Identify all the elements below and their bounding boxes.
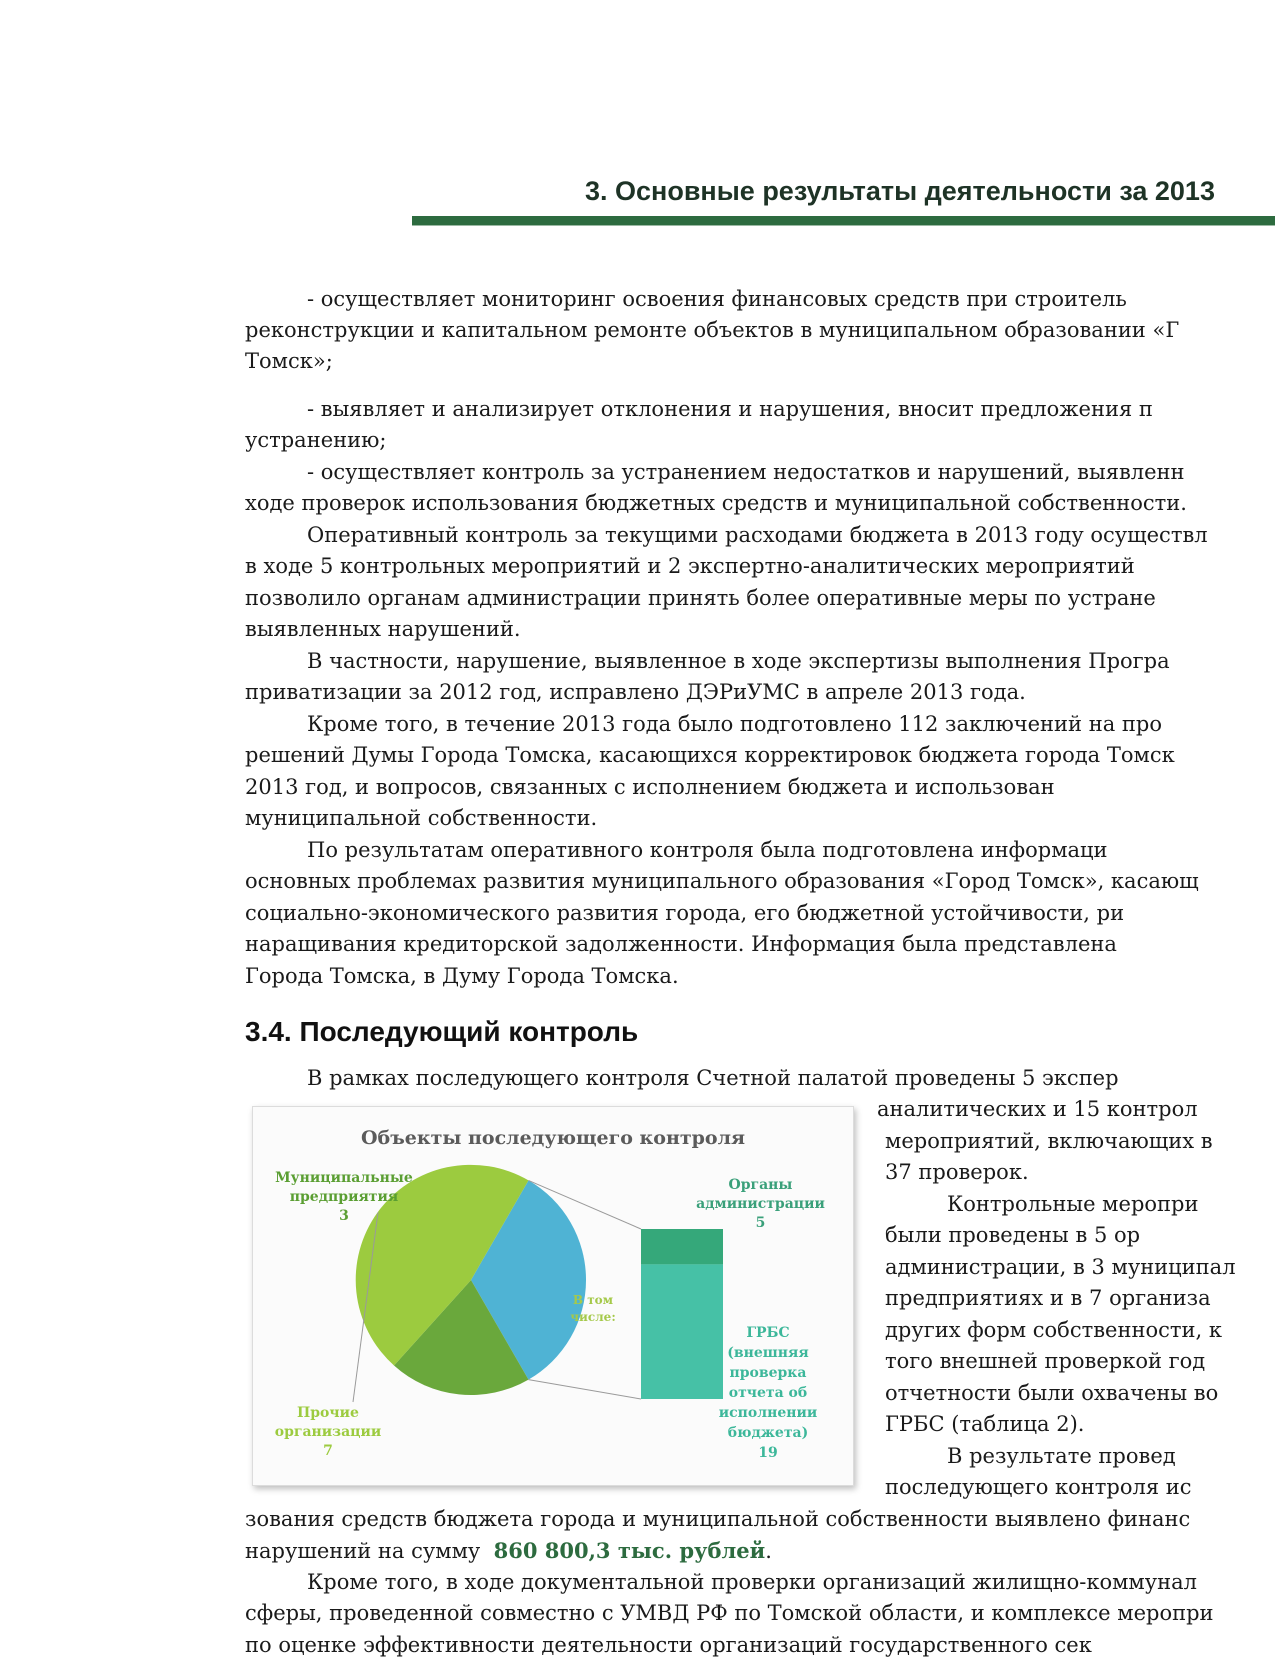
section-line: предприятиях и в 7 организа [885, 1286, 1211, 1310]
paragraph-line: наращивания кредиторской задолженности. Информация была представлена [245, 932, 1117, 956]
breakdown-bar-grbs [641, 1264, 723, 1399]
paragraph-line: По результатам оперативного контроля была подготовлена информаци [307, 838, 1108, 862]
label-municipal [269, 1169, 419, 1226]
paragraph-line: Томск»; [245, 349, 333, 373]
paragraph-line: позволило органам администрации принять более оперативные меры по устране [245, 586, 1156, 610]
paragraph-line: - осуществляет контроль за устранением недостатков и нарушений, выявленн [307, 460, 1185, 484]
label-intermediate [563, 1292, 623, 1326]
label-grbs-line: проверка [729, 1365, 807, 1381]
label-grbs-line: (внешняя [727, 1345, 809, 1361]
section-line: аналитических и 15 контрол [877, 1097, 1198, 1121]
section-line: того внешней проверкой год [885, 1349, 1206, 1373]
section-line: отчетности были охвачены во [885, 1381, 1219, 1405]
paragraph-line: реконструкции и капитальном ремонте объектов в муниципальном образовании «Г [245, 318, 1180, 342]
label-intermediate-line: В том [572, 1293, 614, 1307]
label-municipal-value: 3 [339, 1208, 349, 1224]
chart-title: Объекты последующего контроля [360, 1127, 746, 1149]
amount-suffix: . [765, 1539, 772, 1563]
paragraph-line: решений Думы Города Томска, касающихся корректировок бюджета города Томск [245, 743, 1175, 767]
section-line: В рамках последующего контроля Счетной палатой проведены 5 экспер [307, 1066, 1119, 1090]
label-other-value: 7 [323, 1443, 333, 1459]
label-admin [693, 1176, 828, 1233]
label-admin-line: Органы [728, 1177, 793, 1193]
label-admin-value: 5 [755, 1215, 766, 1231]
section-line: администрации, в 3 муниципал [885, 1255, 1236, 1279]
label-other [263, 1404, 393, 1461]
paragraph-line: ходе проверок использования бюджетных средств и муниципальной собственности. [245, 491, 1187, 515]
paragraph-line: Кроме того, в течение 2013 года было подготовлено 112 заключений на про [307, 712, 1163, 736]
label-other-line: Прочие [297, 1405, 359, 1421]
header-rule [412, 216, 1275, 225]
paragraph-line: муниципальной собственности. [245, 806, 598, 830]
label-grbs-line: бюджета) [727, 1425, 809, 1441]
section-line: Контрольные меропри [947, 1192, 1199, 1216]
section-line: мероприятий, включающих в [885, 1129, 1213, 1153]
section-line: сферы, проведенной совместно с УМВД РФ по Томской области, и комплексе меропри [245, 1601, 1214, 1625]
label-admin-line: администрации [696, 1196, 825, 1212]
label-other-line: организации [274, 1424, 382, 1440]
section-line: 37 проверок. [885, 1160, 1029, 1184]
label-municipal-line: предприятия [289, 1189, 399, 1205]
paragraph-line: - выявляет и анализирует отклонения и нарушения, вносит предложения п [307, 397, 1153, 421]
paragraph-line: Оперативный контроль за текущими расходами бюджета в 2013 году осуществл [307, 523, 1208, 547]
section-line: Кроме того, в ходе документальной проверки организаций жилищно-коммунал [307, 1570, 1197, 1594]
breakdown-bar-admin [641, 1229, 723, 1264]
amount-line [245, 1535, 772, 1567]
label-grbs-line: отчета об [728, 1385, 808, 1401]
paragraph-line: устранению; [245, 428, 387, 452]
paragraph-line: социально-экономического развития города, его бюджетной устойчивости, ри [245, 901, 1125, 925]
amount-line-prefix: нарушений на сумму [245, 1539, 481, 1563]
section-heading: 3.4. Последующий контроль [245, 1016, 639, 1047]
violation-amount: 860 800,3 тыс. рублей [493, 1538, 766, 1563]
label-grbs-value: 19 [758, 1445, 778, 1461]
label-municipal-line: Муниципальные [275, 1170, 413, 1186]
paragraph-line: приватизации за 2012 год, исправлено ДЭРиУМС в апреле 2013 года. [245, 680, 1026, 704]
page-header-title: 3. Основные результаты деятельности за 2013 [585, 176, 1215, 206]
control-objects-chart [252, 1106, 854, 1486]
label-grbs-line: исполнении [718, 1405, 818, 1421]
paragraph-line: основных проблемах развития муниципального образования «Город Томск», касающ [245, 869, 1199, 893]
section-line: последующего контроля ис [885, 1475, 1192, 1499]
label-grbs-line: ГРБС [746, 1325, 790, 1341]
section-line: были проведены в 5 ор [885, 1223, 1141, 1247]
paragraph-line: - осуществляет мониторинг освоения финансовых средств при строитель [307, 287, 1127, 311]
paragraph-line: выявленных нарушений. [245, 617, 521, 641]
section-line: зования средств бюджета города и муниципальной собственности выявлено финанс [245, 1507, 1191, 1531]
section-line: по оценке эффективности деятельности организаций государственного сек [245, 1633, 1092, 1657]
paragraph-line: в ходе 5 контрольных мероприятий и 2 экспертно-аналитических мероприятий [245, 554, 1135, 578]
label-intermediate-line: числе: [570, 1310, 616, 1324]
breakdown-connector-bottom [529, 1380, 642, 1399]
section-line: других форм собственности, к [885, 1318, 1222, 1342]
paragraph-line: В частности, нарушение, выявленное в ходе экспертизы выполнения Програ [307, 649, 1170, 673]
paragraph-line: 2013 год, и вопросов, связанных с исполнением бюджета и использован [245, 775, 1055, 799]
section-line: ГРБС (таблица 2). [885, 1412, 1085, 1436]
section-line: В результате провед [947, 1444, 1176, 1468]
paragraph-line: Города Томска, в Думу Города Томска. [245, 964, 679, 988]
label-grbs [713, 1323, 823, 1463]
